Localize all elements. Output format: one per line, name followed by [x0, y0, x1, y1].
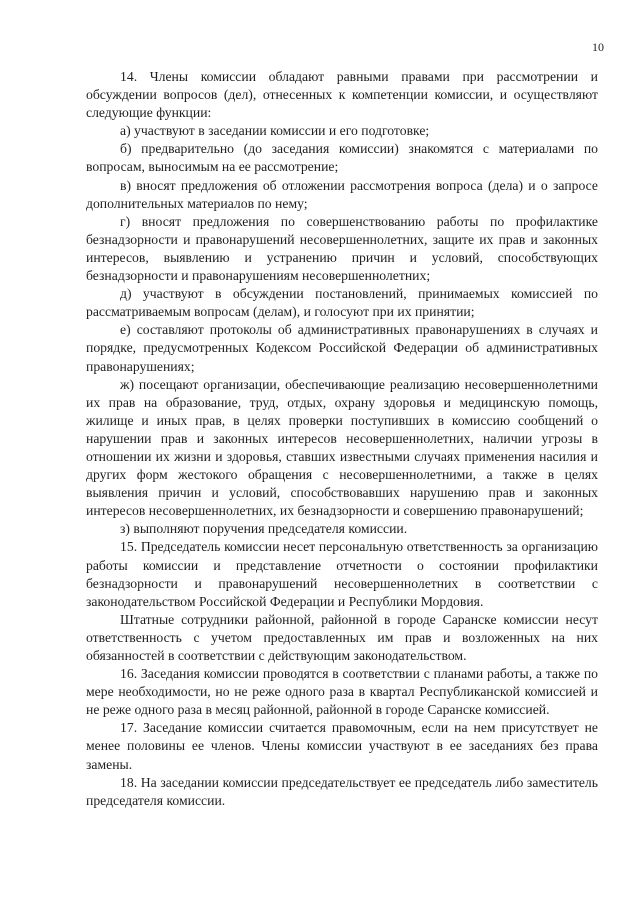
paragraph-14-a: а) участвуют в заседании комиссии и его подготовке;: [120, 123, 430, 139]
paragraph-14: 14. Члены комиссии обладают равными правами при рассмотрении и обсуждении вопросов (дел), отнесенных к компетенции комиссии, и осуществляют следующие функции:: [86, 69, 598, 121]
paragraph-16: 16. Заседания комиссии проводятся в соответствии с планами работы, а также по мере необходимости, но не реже одного раза в квартал Республиканской комиссией и не реже одного раза в месяц районной, районной в городе Саранске комиссией.: [86, 666, 598, 718]
paragraph-15: 15. Председатель комиссии несет персональную ответственность за организацию работы комиссии и представление отчетности о состоянии профилактики безнадзорности и правонарушений несовершеннолетних в соответствии с законодательством Российской Федерации и Республики Мордовия.: [86, 539, 598, 609]
paragraph-14-z: з) выполняют поручения председателя комиссии.: [120, 521, 408, 537]
paragraph-14-e: е) составляют протоколы об административных правонарушениях в случаях и порядке, предусмотренных Кодексом Российской Федерации об административных правонарушениях;: [86, 322, 598, 374]
paragraph-14-b: б) предварительно (до заседания комиссии) знакомятся с материалами по вопросам, выносимым на ее рассмотрение;: [86, 141, 598, 175]
paragraph-14-d: д) участвуют в обсуждении постановлений, принимаемых комиссией по рассматриваемым вопросам (делам), и голосуют при их принятии;: [86, 286, 598, 320]
paragraph-15-staff: Штатные сотрудники районной, районной в городе Саранске комиссии несут ответственность с учетом предоставленных им прав и возложенных на них обязанностей в соответствии с действующим законодательством.: [86, 611, 598, 663]
paragraph-17: 17. Заседание комиссии считается правомочным, если на нем присутствует не менее половины ее членов. Члены комиссии участвуют в ее заседаниях без права замены.: [86, 720, 598, 772]
document-body: [86, 68, 598, 810]
paragraph-14-g: г) вносят предложения по совершенствованию работы по профилактике безнадзорности и правонарушений несовершеннолетних, защите их прав и законных интересов, выявлению и устранению причин и условий, способствующих безнадзорности и правонарушениям несовершеннолетних;: [86, 213, 598, 284]
paragraph-18: 18. На заседании комиссии председательствует ее председатель либо заместитель председателя комиссии.: [86, 774, 598, 808]
page-number: 10: [592, 40, 604, 54]
paragraph-14-zh: ж) посещают организации, обеспечивающие реализацию несовершеннолетними их прав на образование, труд, отдых, охрану здоровья и медицинскую помощь, жилище и иных прав, в целях проверки поступивших в комиссию сообщений о нарушении прав и законных интересов несовершеннолетних, наличии угрозы в отношении их жизни и здоровья, ставших известными случаях применения насилия и других форм жестокого обращения с несовершеннолетними, а также в целях выявления причин и условий, способствовавших нарушению прав и законных интересов несовершеннолетних, их безнадзорности и совершению правонарушений;: [86, 376, 598, 519]
paragraph-14-v: в) вносят предложения об отложении рассмотрения вопроса (дела) и о запросе дополнительных материалов по нему;: [86, 177, 598, 211]
